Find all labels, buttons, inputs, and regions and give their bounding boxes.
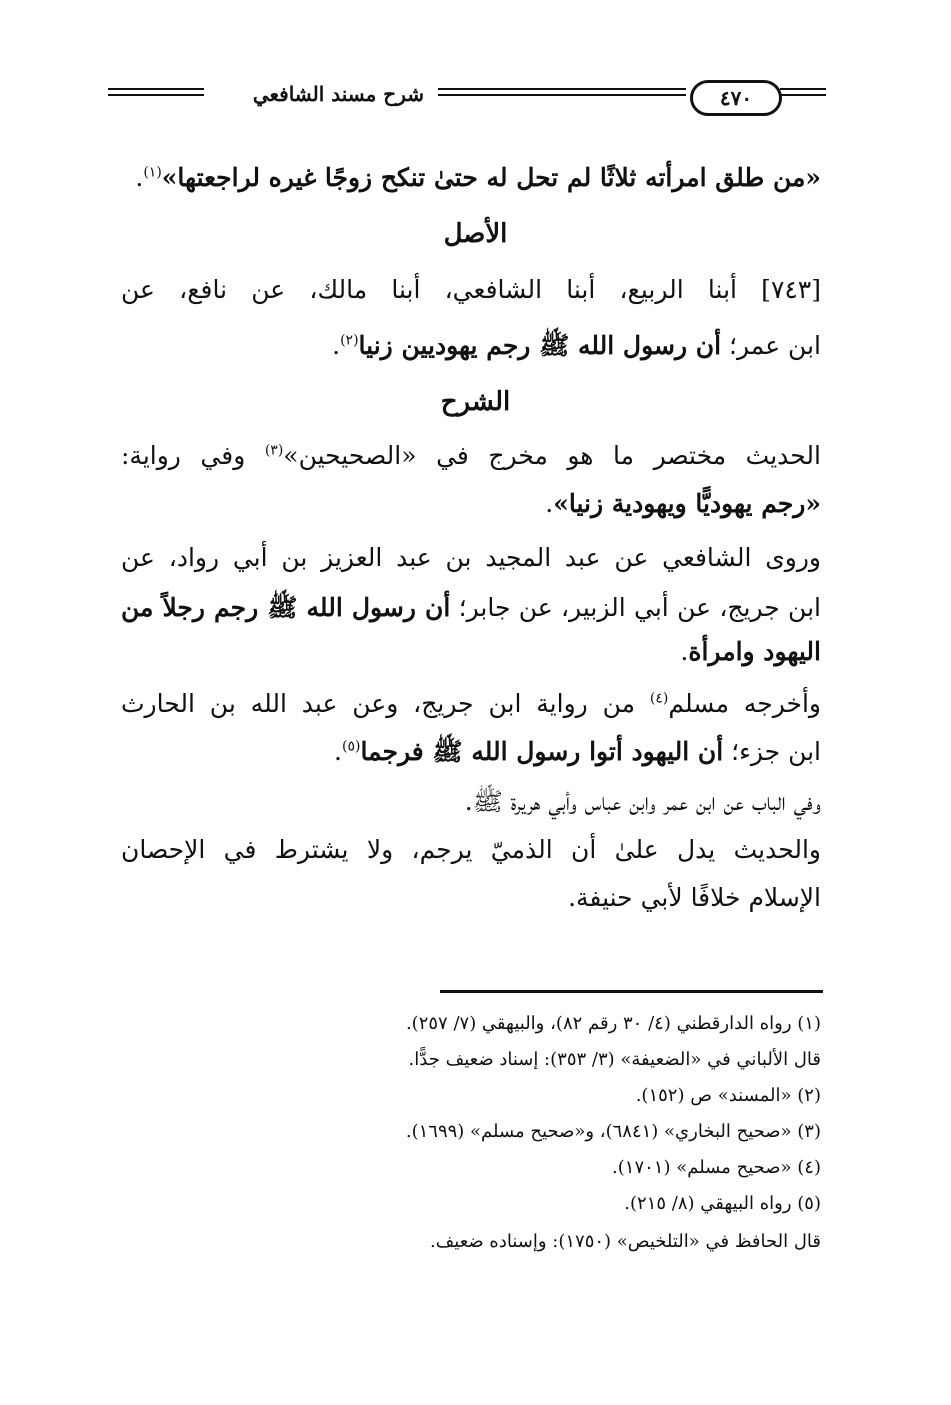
text-line	[121, 438, 821, 474]
bold-text: «من طلق امرأته ثلاثًا لم تحل له حتىٰ تنكح زوجًا غيره لراجعتها»	[161, 163, 821, 192]
header-rule-right	[780, 88, 826, 104]
footnote: (٣) «صحيح البخاري» (٦٨٤١)، و«صحيح مسلم» (١٦٩٩).	[405, 1121, 821, 1142]
footnote: (٥) رواه البيهقي (٨/ ٢١٥).	[624, 1193, 821, 1214]
text-span: .	[135, 163, 144, 192]
footnote-ref: (٣)	[264, 442, 284, 459]
text-line	[121, 734, 821, 770]
text-span: .	[332, 331, 341, 360]
text-line	[121, 590, 821, 626]
footnote-separator	[440, 990, 823, 993]
section-heading-sharh	[0, 384, 951, 420]
text-line	[121, 832, 821, 868]
page-header	[108, 76, 826, 120]
footnote: قال الألباني في «الضعيفة» (٣/ ٣٥٣): إسناد ضعيف جدًّا.	[408, 1049, 821, 1070]
text-span: والحديث يدل علىٰ أن الذميّ يرجم، ولا يشترط في الإحصان	[121, 835, 821, 864]
text-span: وفي رواية:	[121, 441, 265, 470]
text-span: وفي الباب عن ابن عمر وابن عباس وأبي هريرة ﷺ.	[464, 787, 821, 816]
text-span: .	[545, 489, 554, 518]
text-span: الحديث مختصر ما هو مخرج في «الصحيحين»	[283, 441, 821, 470]
text-line	[121, 784, 821, 820]
header-rule-left	[108, 88, 204, 104]
footnote: قال الحافظ في «التلخيص» (١٧٥٠): وإسناده ضعيف.	[429, 1231, 821, 1252]
text-line	[121, 540, 821, 576]
text-span: من رواية ابن جريج، وعن عبد الله بن الحارث	[121, 689, 650, 718]
text-span: .	[680, 637, 689, 666]
page-number: ٤٧٠	[690, 80, 782, 116]
text-span: الإسلام خلافًا لأبي حنيفة.	[568, 883, 821, 912]
footnote-ref: (٤)	[649, 690, 669, 707]
text-span: وروى الشافعي عن عبد المجيد بن عبد العزيز بن أبي رواد، عن	[121, 543, 821, 572]
text-span: [٧٤٣] أبنا الربيع، أبنا الشافعي، أبنا مالك، عن نافع، عن	[121, 275, 821, 304]
header-title: شرح مسند الشافعي	[252, 82, 424, 106]
text-line	[121, 486, 821, 522]
text-span: ابن عمر؛	[721, 331, 821, 360]
text-span: ابن جريج، عن أبي الزبير، عن جابر؛	[450, 593, 821, 622]
text-span: .	[334, 737, 342, 766]
footnote: (١) رواه الدارقطني (٤/ ٣٠ رقم ٨٢)، والبيهقي (٧/ ٢٥٧).	[405, 1013, 821, 1034]
header-rule-middle	[438, 88, 686, 104]
text-span: وأخرجه مسلم	[668, 689, 821, 718]
bold-text: اليهود وامرأة	[688, 637, 821, 666]
bold-text: أن رسول الله ﷺ رجم رجلاً من	[121, 593, 451, 622]
bold-text: «رجم يهوديًّا ويهودية زنيا»	[553, 489, 821, 518]
text-line	[121, 328, 821, 364]
text-line	[121, 686, 821, 722]
section-heading-asl	[0, 216, 951, 252]
footnote: (٤) «صحيح مسلم» (١٧٠١).	[612, 1157, 821, 1178]
footnote-ref: (٥)	[341, 738, 361, 755]
bold-text: الأصل	[443, 219, 508, 249]
bold-text: الشرح	[440, 387, 511, 417]
text-line	[121, 880, 821, 916]
text-line	[121, 160, 821, 196]
bold-text: أن اليهود أتوا رسول الله ﷺ فرجما	[360, 737, 724, 766]
text-line	[121, 634, 821, 670]
text-span: ابن جزء؛	[723, 737, 821, 766]
bold-text: أن رسول الله ﷺ رجم يهوديين زنيا	[358, 331, 722, 360]
text-line	[121, 272, 821, 308]
footnote: (٢) «المسند» ص (١٥٢).	[635, 1085, 821, 1106]
footnote-ref: (١)	[143, 164, 162, 181]
footnote-ref: (٢)	[340, 332, 359, 349]
